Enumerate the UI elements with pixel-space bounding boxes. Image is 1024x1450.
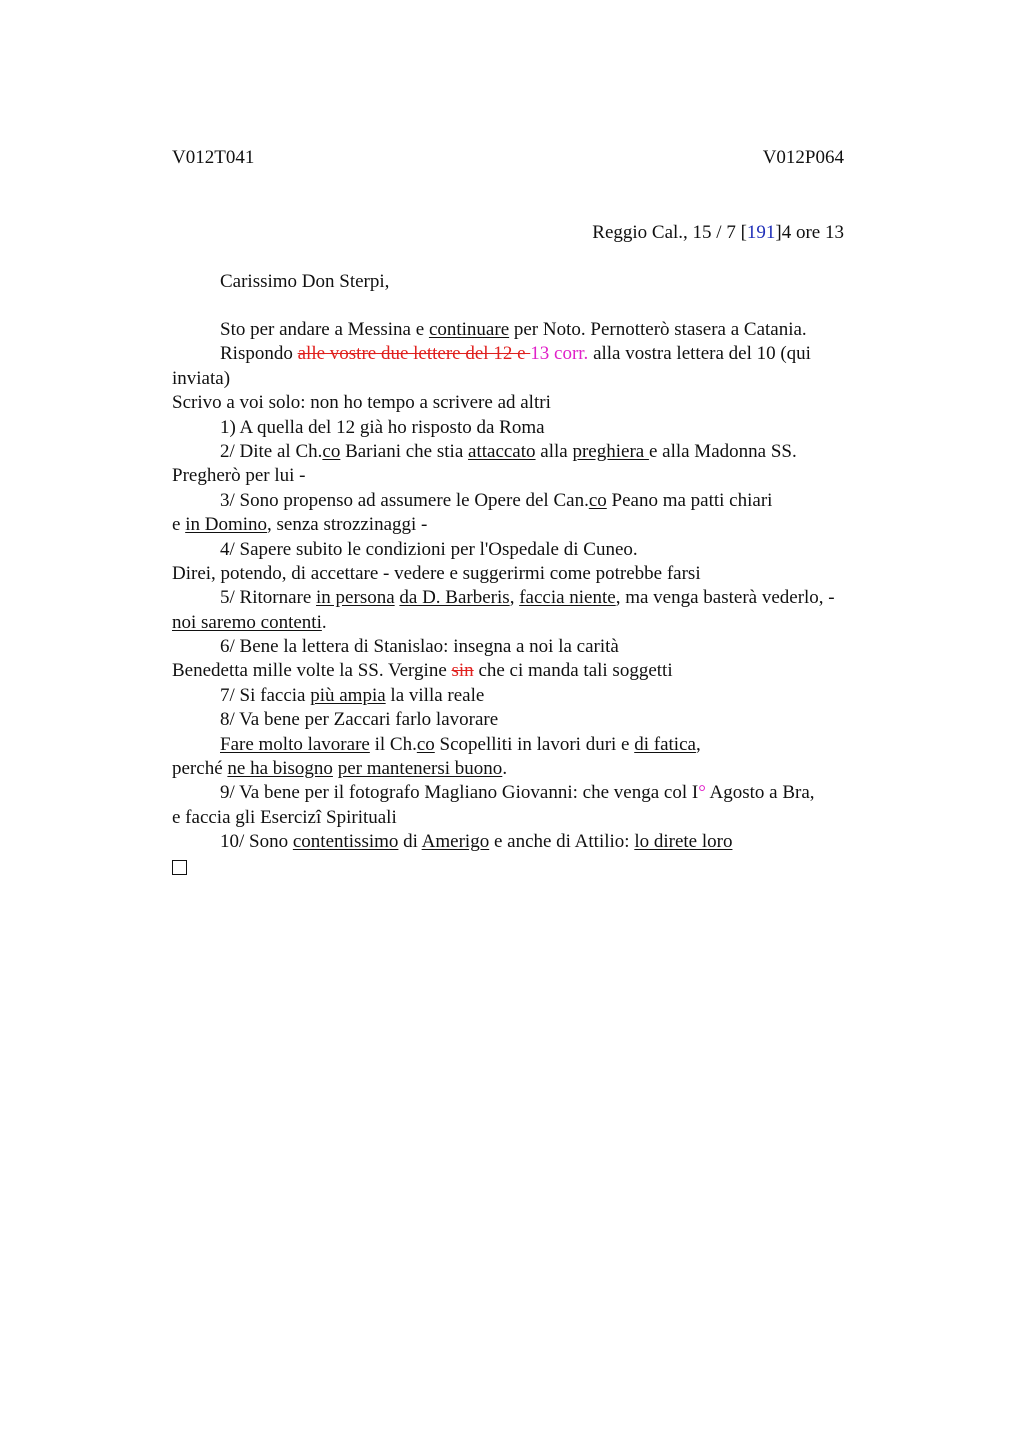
text-segment: 5/ Ritornare bbox=[220, 587, 317, 609]
text-segment: , ma venga basterà vederlo, - bbox=[615, 587, 835, 609]
underlined-text: per mantenersi buono bbox=[337, 758, 503, 780]
date-bracket-year: 191 bbox=[746, 222, 776, 243]
text-segment: la villa reale bbox=[385, 684, 485, 706]
text-segment: 3/ Sono propenso ad assumere le Opere del Can. bbox=[220, 489, 589, 511]
salutation: Carissimo Don Sterpi, bbox=[220, 271, 390, 292]
text-segment: Benedetta mille volte la SS. Vergine bbox=[172, 660, 452, 682]
underlined-text: co bbox=[416, 733, 435, 755]
text-segment: Scopelliti in lavori duri e bbox=[434, 733, 635, 755]
text-segment: e alla Madonna SS. bbox=[648, 440, 797, 462]
line-20 bbox=[172, 781, 897, 805]
text-segment: 7/ Si faccia bbox=[220, 684, 311, 706]
line-5: 1) A quella del 12 già ho risposto da Roma bbox=[220, 416, 545, 438]
text-segment: che ci manda tali soggetti bbox=[473, 660, 673, 682]
line-14: 6/ Bene la lettera di Stanislao: insegna a noi la carità bbox=[220, 636, 619, 658]
inserted-text: ° bbox=[698, 782, 706, 804]
line-16 bbox=[172, 684, 897, 708]
text-segment: 2/ Dite al Ch. bbox=[220, 440, 323, 462]
underlined-text: preghiera bbox=[572, 440, 649, 462]
underlined-text: ne ha bisogno bbox=[227, 758, 333, 780]
text-segment: di bbox=[398, 831, 422, 853]
line-12 bbox=[172, 586, 897, 610]
line-15 bbox=[172, 659, 897, 683]
underlined-text: co bbox=[322, 440, 341, 462]
text-segment: Bariani che stia bbox=[340, 440, 469, 462]
line-1 bbox=[172, 318, 897, 342]
text-segment: . bbox=[321, 611, 327, 633]
text-segment: e anche di Attilio: bbox=[489, 831, 635, 853]
line-7: Pregherò per lui - bbox=[172, 465, 306, 487]
text-segment: Sto per andare a Messina e bbox=[220, 319, 429, 340]
underlined-text: Fare molto lavorare bbox=[220, 733, 370, 755]
text-segment: e faccia gli Esercizî bbox=[172, 806, 322, 828]
date-prefix: Reggio Cal., 15 / 7 [ bbox=[592, 222, 747, 243]
line-13 bbox=[172, 611, 897, 635]
underlined-text: più ampia bbox=[310, 684, 386, 706]
underlined-text: contentissimo bbox=[292, 831, 399, 853]
line-19 bbox=[172, 757, 897, 781]
line-6 bbox=[172, 440, 897, 464]
text-segment: e bbox=[172, 514, 186, 536]
text-segment: alla vostra lettera del 10 (qui bbox=[588, 343, 811, 365]
text-segment: , senza strozzinaggi - bbox=[267, 514, 428, 536]
archive-code-right: V012P064 bbox=[762, 147, 844, 168]
text-segment: . bbox=[502, 758, 508, 780]
line-4: Scrivo a voi solo: non ho tempo a scrivere ad altri bbox=[172, 392, 551, 414]
underlined-text: in persona bbox=[316, 587, 395, 609]
letter-date bbox=[592, 221, 844, 245]
line-22 bbox=[172, 830, 897, 854]
text-segment: Spirituali bbox=[321, 806, 397, 828]
text-segment: per Noto. Pernotterò stasera a Catania. bbox=[509, 319, 807, 340]
underlined-text: co bbox=[588, 489, 607, 511]
underlined-text: faccia niente bbox=[519, 587, 616, 609]
line-18 bbox=[172, 733, 897, 757]
archive-code-left: V012T041 bbox=[172, 147, 255, 168]
underlined-text: di fatica bbox=[634, 733, 696, 755]
deleted-text: alle vostre due lettere del 12 e bbox=[297, 343, 531, 365]
line-3: inviata) bbox=[172, 367, 231, 389]
line-21 bbox=[172, 806, 897, 830]
end-square-icon bbox=[172, 860, 187, 875]
line-11: Direi, potendo, di accettare - vedere e suggerirmi come potrebbe farsi bbox=[172, 562, 701, 584]
line-2 bbox=[172, 342, 897, 366]
text-segment: 10/ Sono bbox=[220, 831, 293, 853]
date-suffix: ]4 ore 13 bbox=[775, 222, 844, 243]
text-segment: 9/ Va bene per il fotografo Magliano Giovanni: che venga col I bbox=[220, 782, 699, 804]
underlined-text: Amerigo bbox=[421, 831, 490, 853]
underlined-text: in Domino bbox=[185, 514, 267, 536]
end-line bbox=[172, 855, 897, 879]
text-segment: , bbox=[509, 587, 520, 609]
text-segment: , bbox=[695, 733, 701, 755]
underlined-text: continuare bbox=[428, 319, 510, 340]
text-segment: alla bbox=[535, 440, 573, 462]
line-8 bbox=[172, 489, 897, 513]
deleted-text: sin bbox=[451, 660, 474, 682]
underlined-text: da D. Barberis bbox=[399, 587, 510, 609]
line-10: 4/ Sapere subito le condizioni per l'Ospedale di Cuneo. bbox=[220, 538, 638, 560]
line-9 bbox=[172, 513, 897, 537]
text-segment: perché bbox=[172, 758, 228, 780]
letter-body bbox=[172, 318, 897, 879]
text-segment: Rispondo bbox=[220, 343, 298, 365]
underlined-text: attaccato bbox=[468, 440, 536, 462]
text-segment: il Ch. bbox=[369, 733, 417, 755]
underlined-text: noi saremo contenti bbox=[172, 611, 322, 633]
text-segment: Peano ma patti chiari bbox=[606, 489, 773, 511]
inserted-text: 13 corr. bbox=[530, 343, 589, 365]
line-17: 8/ Va bene per Zaccari farlo lavorare bbox=[220, 709, 499, 731]
text-segment: Agosto a Bra, bbox=[705, 782, 815, 804]
underlined-text: lo direte loro bbox=[634, 831, 733, 853]
